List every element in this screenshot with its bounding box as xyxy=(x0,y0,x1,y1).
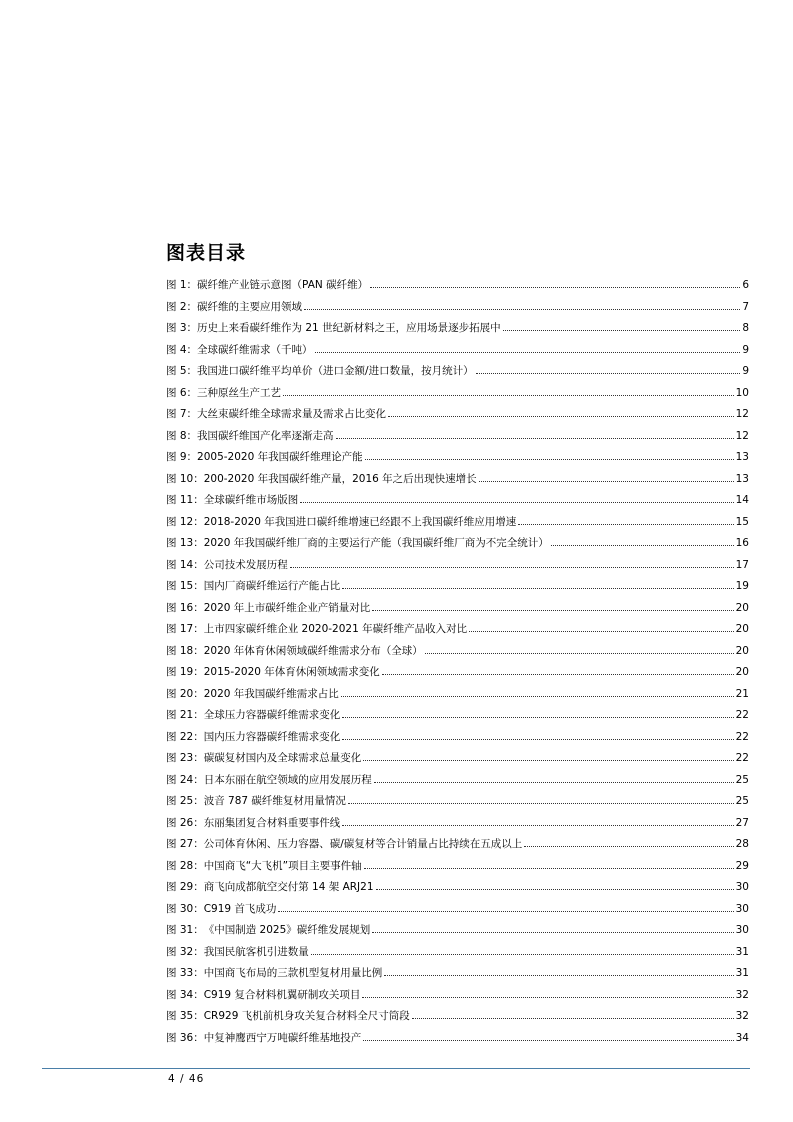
toc-dot-leader xyxy=(374,782,734,783)
toc-entry-label: 图 11： xyxy=(166,494,204,506)
toc-entry-label: 图 16： xyxy=(166,601,204,614)
toc-entry-title: 中国商飞“大飞机”项目主要事件轴 xyxy=(203,859,362,872)
toc-entry-title: 2020 年我国碳纤维需求占比 xyxy=(203,687,339,700)
toc-dot-leader xyxy=(363,1040,733,1041)
toc-dot-leader xyxy=(479,481,734,482)
toc-entry-title: 上市四家碳纤维企业 2020-2021 年碳纤维产品收入对比 xyxy=(203,623,468,635)
toc-entry-title: 我国民航客机引进数量 xyxy=(203,945,309,958)
toc-entry-label: 图 20： xyxy=(166,687,204,700)
toc-title: 图表目录 xyxy=(166,242,247,264)
toc-entry-page: 8 xyxy=(742,322,749,334)
toc-entry-title: 大丝束碳纤维全球需求量及需求占比变化 xyxy=(197,408,387,420)
toc-entry-title: CR929 飞机前机身攻关复合材料全尺寸筒段 xyxy=(203,1010,410,1022)
toc-entry-title: 公司技术发展历程 xyxy=(203,558,288,571)
toc-dot-leader xyxy=(304,309,740,310)
toc-entry-title: 碳碳复材国内及全球需求总量变化 xyxy=(203,752,362,764)
toc-entry-page: 20 xyxy=(735,623,749,635)
toc-entry-page: 22 xyxy=(735,709,749,721)
toc-entry-label: 图 27： xyxy=(166,838,204,850)
toc-entry-title: 碳纤维产业链示意图（PAN 碳纤维） xyxy=(197,279,369,291)
toc-dot-leader xyxy=(362,997,733,998)
toc-dot-leader xyxy=(376,889,734,890)
toc-dot-leader xyxy=(412,1018,734,1019)
toc-entry-label: 图 15： xyxy=(166,580,204,592)
toc-entry-title: 全球碳纤维市场版图 xyxy=(203,494,299,506)
toc-entry-page: 25 xyxy=(735,773,749,786)
toc-entry-page: 31 xyxy=(735,967,749,979)
toc-entry-label: 图 36： xyxy=(166,1031,204,1044)
toc-dot-leader xyxy=(551,545,734,546)
footer-divider xyxy=(42,1068,750,1069)
toc-entry-title: 中国商飞布局的三款机型复材用量比例 xyxy=(203,967,383,979)
toc-entry-page: 20 xyxy=(735,601,749,614)
toc-dot-leader xyxy=(300,502,733,503)
toc-entry-label: 图 23： xyxy=(166,752,204,764)
toc-entry-label: 图 5： xyxy=(166,365,198,377)
toc-entry-label: 图 1： xyxy=(166,279,198,291)
toc-entry-label: 图 10： xyxy=(166,472,204,485)
toc-entry[interactable] xyxy=(166,793,749,815)
toc-entry-label: 图 19： xyxy=(166,666,204,678)
toc-entry-label: 图 9： xyxy=(166,451,198,463)
toc-entry-page: 7 xyxy=(742,300,749,313)
toc-entry-title: 公司体育休闲、压力容器、碳/碳复材等合计销量占比持续在五成以上 xyxy=(203,838,523,850)
toc-entry[interactable] xyxy=(166,944,749,966)
toc-entry-title: 东丽集团复合材料重要事件线 xyxy=(203,816,341,829)
toc-entry[interactable] xyxy=(166,277,749,299)
toc-entry-label: 图 30： xyxy=(166,902,204,915)
toc-entry[interactable] xyxy=(166,514,749,536)
toc-entry-title: 我国进口碳纤维平均单价（进口金额/进口数量，按月统计） xyxy=(197,365,474,377)
toc-entry[interactable] xyxy=(166,492,749,514)
figure-index-list xyxy=(166,277,749,1051)
toc-entry[interactable] xyxy=(166,858,749,880)
toc-entry-title: 三种原丝生产工艺 xyxy=(197,386,282,399)
toc-entry[interactable] xyxy=(166,750,749,772)
toc-dot-leader xyxy=(311,954,734,955)
toc-entry[interactable] xyxy=(166,815,749,837)
toc-dot-leader xyxy=(283,395,734,396)
toc-dot-leader xyxy=(425,653,734,654)
toc-entry-title: 日本东丽在航空领域的应用发展历程 xyxy=(203,773,372,786)
toc-entry-page: 9 xyxy=(742,365,749,377)
toc-entry-label: 图 34： xyxy=(166,988,204,1001)
toc-entry[interactable] xyxy=(166,1030,749,1052)
toc-entry[interactable] xyxy=(166,535,749,557)
toc-entry-label: 图 18： xyxy=(166,644,204,657)
toc-entry-label: 图 14： xyxy=(166,558,204,571)
toc-entry-title: 2018-2020 年我国进口碳纤维增速已经跟不上我国碳纤维应用增速 xyxy=(203,515,517,528)
toc-entry-page: 21 xyxy=(735,687,749,700)
toc-entry-page: 13 xyxy=(735,451,749,463)
toc-entry-page: 14 xyxy=(735,494,749,506)
toc-entry-title: 200-2020 年我国碳纤维产量，2016 年之后出现快速增长 xyxy=(203,472,477,485)
toc-dot-leader xyxy=(372,932,733,933)
toc-dot-leader xyxy=(348,803,734,804)
toc-dot-leader xyxy=(503,330,741,331)
toc-dot-leader xyxy=(336,438,734,439)
toc-entry-page: 17 xyxy=(735,558,749,571)
toc-entry-title: 全球压力容器碳纤维需求变化 xyxy=(203,709,341,721)
toc-entry[interactable] xyxy=(166,600,749,622)
toc-entry-page: 29 xyxy=(735,859,749,872)
toc-entry-label: 图 7： xyxy=(166,408,198,420)
toc-entry-page: 22 xyxy=(735,730,749,743)
toc-entry[interactable] xyxy=(166,449,749,471)
toc-dot-leader xyxy=(341,696,734,697)
toc-entry-page: 12 xyxy=(735,408,749,420)
toc-entry-label: 图 25： xyxy=(166,795,204,807)
toc-entry-page: 31 xyxy=(735,945,749,958)
toc-entry-page: 6 xyxy=(742,279,749,291)
toc-dot-leader xyxy=(290,567,734,568)
toc-entry-label: 图 29： xyxy=(166,881,204,893)
toc-entry-label: 图 32： xyxy=(166,945,204,958)
toc-dot-leader xyxy=(364,868,734,869)
toc-entry-page: 25 xyxy=(735,795,749,807)
toc-entry[interactable] xyxy=(166,320,749,342)
toc-entry-title: C919 首飞成功 xyxy=(203,902,277,915)
toc-entry-page: 12 xyxy=(735,429,749,442)
toc-entry-title: 2020 年我国碳纤维厂商的主要运行产能（我国碳纤维厂商为不完全统计） xyxy=(203,537,549,549)
toc-entry-page: 32 xyxy=(735,1010,749,1022)
toc-entry[interactable] xyxy=(166,729,749,751)
toc-dot-leader xyxy=(342,717,733,718)
toc-entry[interactable] xyxy=(166,578,749,600)
toc-entry[interactable] xyxy=(166,621,749,643)
toc-dot-leader xyxy=(384,975,733,976)
toc-dot-leader xyxy=(518,524,733,525)
toc-entry[interactable] xyxy=(166,1008,749,1030)
toc-entry-page: 19 xyxy=(735,580,749,592)
toc-entry[interactable] xyxy=(166,643,749,665)
toc-entry-title: 中复神鹰西宁万吨碳纤维基地投产 xyxy=(203,1031,362,1044)
toc-entry-label: 图 33： xyxy=(166,967,204,979)
toc-entry-label: 图 28： xyxy=(166,859,204,872)
toc-entry-page: 15 xyxy=(735,515,749,528)
page-number: 4 / 46 xyxy=(168,1073,205,1085)
toc-entry-title: 波音 787 碳纤维复材用量情况 xyxy=(203,795,346,807)
toc-dot-leader xyxy=(278,911,733,912)
toc-entry[interactable] xyxy=(166,772,749,794)
toc-entry-page: 32 xyxy=(735,988,749,1001)
toc-entry-title: 2020 年上市碳纤维企业产销量对比 xyxy=(203,601,371,614)
toc-entry-label: 图 26： xyxy=(166,816,204,829)
toc-dot-leader xyxy=(476,373,741,374)
toc-entry[interactable] xyxy=(166,686,749,708)
toc-entry[interactable] xyxy=(166,922,749,944)
toc-entry-page: 20 xyxy=(735,644,749,657)
toc-dot-leader xyxy=(524,846,733,847)
toc-dot-leader xyxy=(469,631,734,632)
toc-entry[interactable] xyxy=(166,901,749,923)
toc-entry-title: 全球碳纤维需求（千吨） xyxy=(197,343,313,356)
toc-entry[interactable] xyxy=(166,342,749,364)
toc-entry-label: 图 21： xyxy=(166,709,204,721)
toc-entry-label: 图 31： xyxy=(166,924,204,936)
toc-dot-leader xyxy=(388,416,734,417)
toc-entry-page: 10 xyxy=(735,386,749,399)
toc-entry-page: 13 xyxy=(735,472,749,485)
toc-entry-label: 图 17： xyxy=(166,623,204,635)
toc-entry-title: 国内厂商碳纤维运行产能占比 xyxy=(203,580,341,592)
toc-entry-title: 碳纤维的主要应用领域 xyxy=(197,300,303,313)
toc-dot-leader xyxy=(372,610,733,611)
toc-entry-label: 图 13： xyxy=(166,537,204,549)
toc-entry[interactable] xyxy=(166,385,749,407)
toc-entry-title: C919 复合材料机翼研制攻关项目 xyxy=(203,988,361,1001)
toc-dot-leader xyxy=(342,588,733,589)
toc-entry-title: 商飞向成都航空交付第 14 架 ARJ21 xyxy=(203,881,374,893)
toc-entry-page: 30 xyxy=(735,902,749,915)
toc-entry[interactable] xyxy=(166,557,749,579)
toc-entry-page: 28 xyxy=(735,838,749,850)
toc-entry-label: 图 6： xyxy=(166,386,198,399)
toc-entry-title: 《中国制造 2025》碳纤维发展规划 xyxy=(203,924,371,936)
toc-entry[interactable] xyxy=(166,707,749,729)
toc-entry-label: 图 3： xyxy=(166,322,198,334)
toc-dot-leader xyxy=(363,760,733,761)
toc-entry-label: 图 22： xyxy=(166,730,204,743)
toc-entry-label: 图 4： xyxy=(166,343,198,356)
toc-entry[interactable] xyxy=(166,406,749,428)
toc-entry-page: 34 xyxy=(735,1031,749,1044)
toc-entry[interactable] xyxy=(166,428,749,450)
toc-entry-title: 我国碳纤维国产化率逐渐走高 xyxy=(197,429,334,442)
toc-dot-leader xyxy=(342,739,733,740)
toc-entry-page: 20 xyxy=(735,666,749,678)
toc-entry-title: 2005-2020 年我国碳纤维理论产能 xyxy=(197,451,363,463)
toc-entry[interactable] xyxy=(166,836,749,858)
toc-entry[interactable] xyxy=(166,363,749,385)
toc-entry-label: 图 24： xyxy=(166,773,204,786)
toc-dot-leader xyxy=(382,674,734,675)
toc-entry-label: 图 35： xyxy=(166,1010,204,1022)
toc-entry-title: 历史上来看碳纤维作为 21 世纪新材料之王，应用场景逐步拓展中 xyxy=(197,322,501,334)
toc-entry-label: 图 12： xyxy=(166,515,204,528)
toc-entry-label: 图 2： xyxy=(166,300,198,313)
toc-entry[interactable] xyxy=(166,471,749,493)
toc-entry-page: 9 xyxy=(742,343,749,356)
toc-entry[interactable] xyxy=(166,879,749,901)
toc-entry-title: 2015-2020 年体育休闲领域需求变化 xyxy=(203,666,380,678)
toc-entry-title: 国内压力容器碳纤维需求变化 xyxy=(203,730,341,743)
toc-entry-page: 22 xyxy=(735,752,749,764)
toc-entry-page: 27 xyxy=(735,816,749,829)
toc-entry[interactable] xyxy=(166,299,749,321)
toc-entry-page: 16 xyxy=(735,537,749,549)
toc-entry-title: 2020 年体育休闲领域碳纤维需求分布（全球） xyxy=(203,644,423,657)
toc-entry[interactable] xyxy=(166,987,749,1009)
toc-entry-page: 30 xyxy=(735,881,749,893)
toc-dot-leader xyxy=(365,459,734,460)
toc-dot-leader xyxy=(342,825,733,826)
toc-entry-page: 30 xyxy=(735,924,749,936)
toc-dot-leader xyxy=(315,352,741,353)
toc-dot-leader xyxy=(370,287,740,288)
toc-entry[interactable] xyxy=(166,664,749,686)
toc-entry-label: 图 8： xyxy=(166,429,198,442)
toc-entry[interactable] xyxy=(166,965,749,987)
